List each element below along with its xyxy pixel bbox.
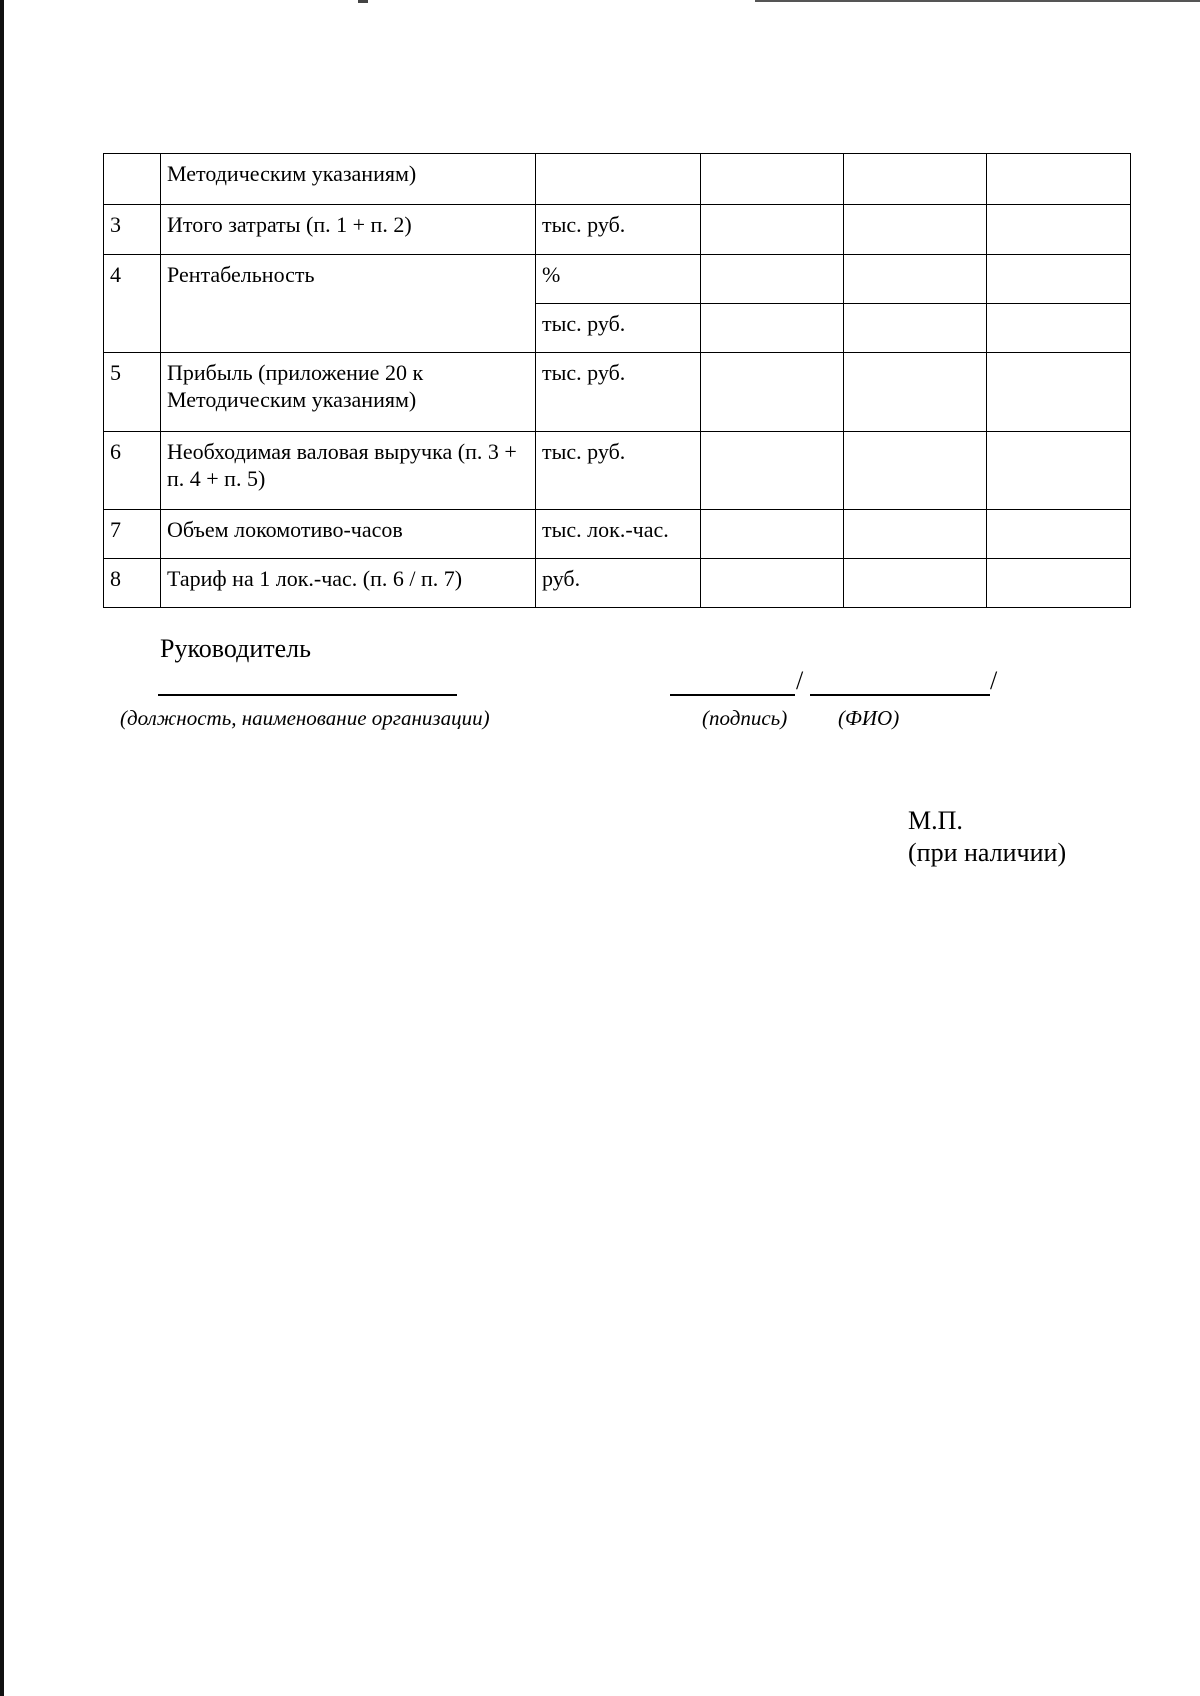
table-row: [104, 205, 1131, 255]
value-cell: [701, 353, 844, 432]
value-cell: [987, 205, 1131, 255]
row-number-cell: 5: [104, 353, 161, 432]
row-unit-cell: тыс. руб.: [536, 205, 701, 255]
value-cell: [987, 559, 1131, 608]
table-row: [104, 255, 1131, 304]
signature-caption: (подпись): [702, 706, 788, 730]
value-cell: [844, 154, 987, 205]
row-number-cell: [104, 154, 161, 205]
scan-edge-left: [0, 0, 4, 1696]
row-name-cell: Методическим указаниям): [161, 154, 536, 205]
table-row: [104, 510, 1131, 559]
value-cell: [701, 205, 844, 255]
row-unit-cell: тыс. руб.: [536, 353, 701, 432]
slash-separator: /: [796, 666, 804, 695]
value-cell: [701, 304, 844, 353]
row-number-cell: 4: [104, 255, 161, 353]
value-cell: [987, 510, 1131, 559]
value-cell: [701, 154, 844, 205]
value-cell: [844, 255, 987, 304]
value-cell: [844, 353, 987, 432]
tariff-table: [103, 153, 1131, 608]
value-cell: [844, 510, 987, 559]
stamp-label: М.П.: [908, 806, 963, 835]
row-number-cell: 3: [104, 205, 161, 255]
table-row: [104, 432, 1131, 510]
value-cell: [987, 255, 1131, 304]
value-cell: [987, 432, 1131, 510]
scan-mark-top: [358, 0, 368, 3]
slash-separator: /: [990, 666, 998, 695]
table-row: [104, 353, 1131, 432]
row-number-cell: 8: [104, 559, 161, 608]
row-number-cell: 6: [104, 432, 161, 510]
row-name-cell: Итого затраты (п. 1 + п. 2): [161, 205, 536, 255]
value-cell: [987, 304, 1131, 353]
value-cell: [701, 510, 844, 559]
row-name-cell: Необходимая валовая выручка (п. 3 + п. 4 + п. 5): [161, 432, 536, 510]
value-cell: [701, 255, 844, 304]
position-caption: (должность, наименование организации): [120, 706, 490, 730]
table-row: [104, 559, 1131, 608]
value-cell: [987, 353, 1131, 432]
row-unit-cell: руб.: [536, 559, 701, 608]
row-unit-cell: [536, 154, 701, 205]
row-name-cell: Тариф на 1 лок.-час. (п. 6 / п. 7): [161, 559, 536, 608]
value-cell: [701, 559, 844, 608]
row-unit-cell: %: [536, 255, 701, 304]
stamp-note: (при наличии): [908, 838, 1067, 867]
value-cell: [844, 559, 987, 608]
signatory-heading: Руководитель: [160, 634, 311, 663]
signature-line: [670, 694, 795, 696]
row-number-cell: 7: [104, 510, 161, 559]
row-unit-cell: тыс. руб.: [536, 432, 701, 510]
row-name-cell: Объем локомотиво-часов: [161, 510, 536, 559]
fio-line: [810, 694, 990, 696]
scan-edge-top: [755, 0, 1200, 2]
row-name-cell: Рентабельность: [161, 255, 536, 353]
value-cell: [987, 154, 1131, 205]
position-line: [158, 694, 457, 696]
row-name-cell: Прибыль (приложение 20 к Методическим указаниям): [161, 353, 536, 432]
fio-caption: (ФИО): [838, 706, 900, 730]
row-unit-cell: тыс. лок.-час.: [536, 510, 701, 559]
value-cell: [844, 304, 987, 353]
row-unit-cell: тыс. руб.: [536, 304, 701, 353]
value-cell: [844, 432, 987, 510]
value-cell: [701, 432, 844, 510]
table-row: [104, 154, 1131, 205]
value-cell: [844, 205, 987, 255]
